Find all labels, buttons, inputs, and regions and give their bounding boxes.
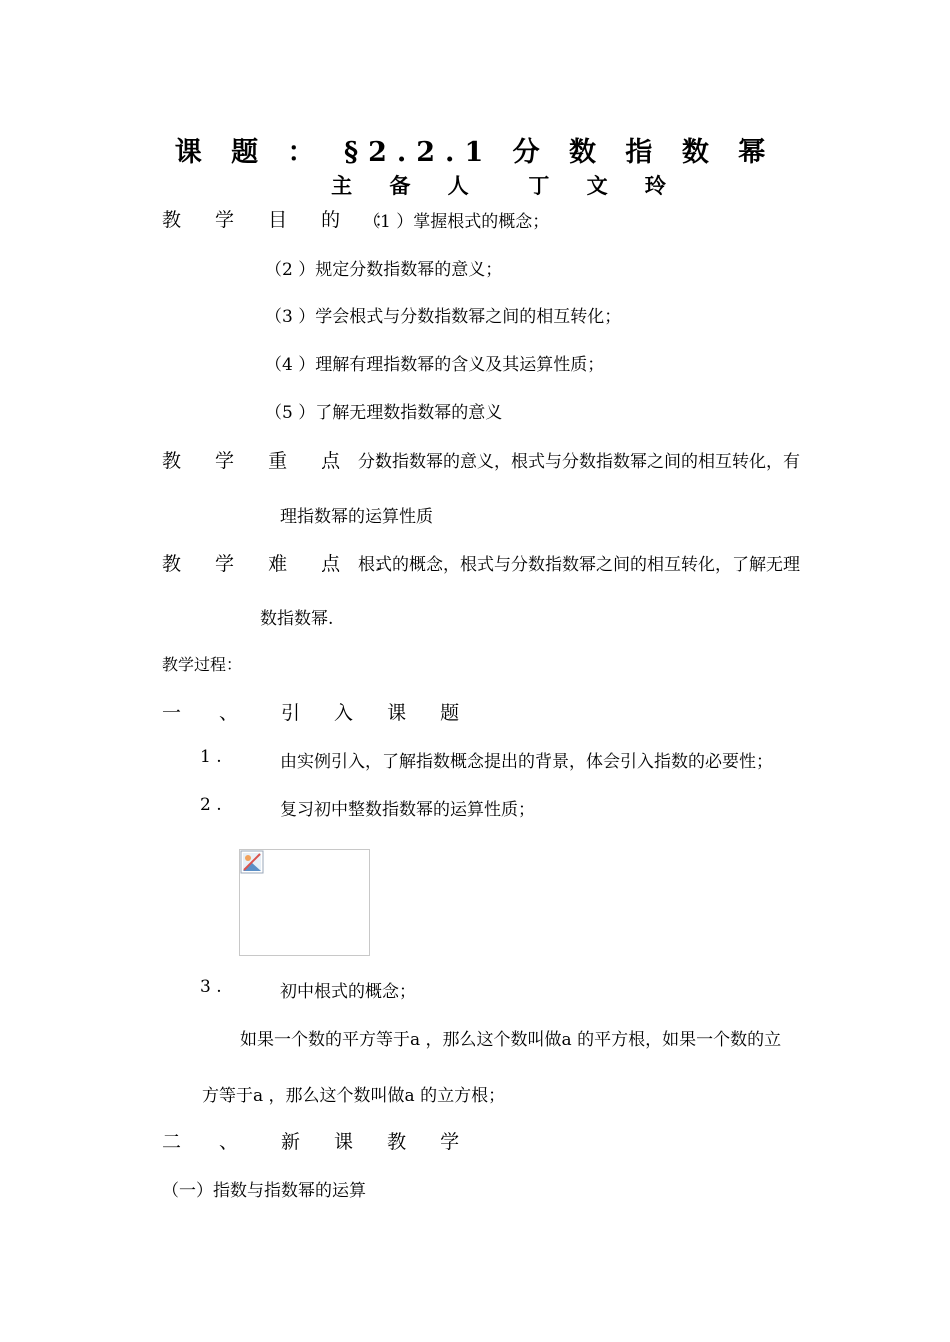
paragraph-line: 方等于a ，那么这个数叫做a 的立方根； <box>202 1086 506 1106</box>
difficulties-label: 教 学 难 点 ： <box>162 553 408 575</box>
paragraph-line: 如果一个数的平方等于a ，那么这个数叫做a 的平方根，如果一个数的立 <box>240 1030 782 1050</box>
objective-item: （1 ）掌握根式的概念； <box>363 212 550 232</box>
key-points-text: 分数指数幂的意义，根式与分数指数幂之间的相互转化，有 <box>358 452 800 472</box>
subsection-heading: （一）指数与指数幂的运算 <box>162 1181 366 1201</box>
section-2-number: 二 、 <box>162 1131 255 1153</box>
document-title: 课 题 ： §2.2.1 分 数 指 数 幂 <box>174 137 776 168</box>
list-item-text: 由实例引入，了解指数概念提出的背景，体会引入指数的必要性； <box>280 752 773 772</box>
difficulties-text-cont: 数指数幂. <box>260 609 334 629</box>
objective-item: （5 ）了解无理数指数幂的意义 <box>265 403 503 423</box>
preparer-name: 丁 文 玲 <box>528 173 681 198</box>
section-1-title: 引 入 课 题 <box>281 702 474 724</box>
list-item-number: 3 . <box>200 977 222 997</box>
preparer-label: 主 备 人 <box>331 173 484 198</box>
objective-item: （4 ）理解有理指数幂的含义及其运算性质； <box>265 355 605 375</box>
section-1-number: 一 、 <box>162 702 255 724</box>
key-points-text-cont: 理指数幂的运算性质 <box>280 507 433 527</box>
objective-item: （3 ）学会根式与分数指数幂之间的相互转化； <box>265 307 622 327</box>
process-label: 教学过程： <box>162 655 243 674</box>
broken-image-icon <box>240 850 264 874</box>
objectives-label: 教 学 目 的 ： <box>162 209 408 231</box>
list-item-number: 2 . <box>200 795 222 815</box>
list-item-text: 复习初中整数指数幂的运算性质； <box>280 800 535 820</box>
section-2-title: 新 课 教 学 <box>281 1131 474 1153</box>
key-points-label: 教 学 重 点 ： <box>162 450 408 472</box>
list-item-text: 初中根式的概念； <box>280 982 416 1002</box>
list-item-number: 1 . <box>200 747 222 767</box>
image-placeholder <box>239 849 370 956</box>
difficulties-text: 根式的概念，根式与分数指数幂之间的相互转化，了解无理 <box>358 555 800 575</box>
objective-item: （2 ）规定分数指数幂的意义； <box>265 260 503 280</box>
preparer-line <box>0 170 950 200</box>
